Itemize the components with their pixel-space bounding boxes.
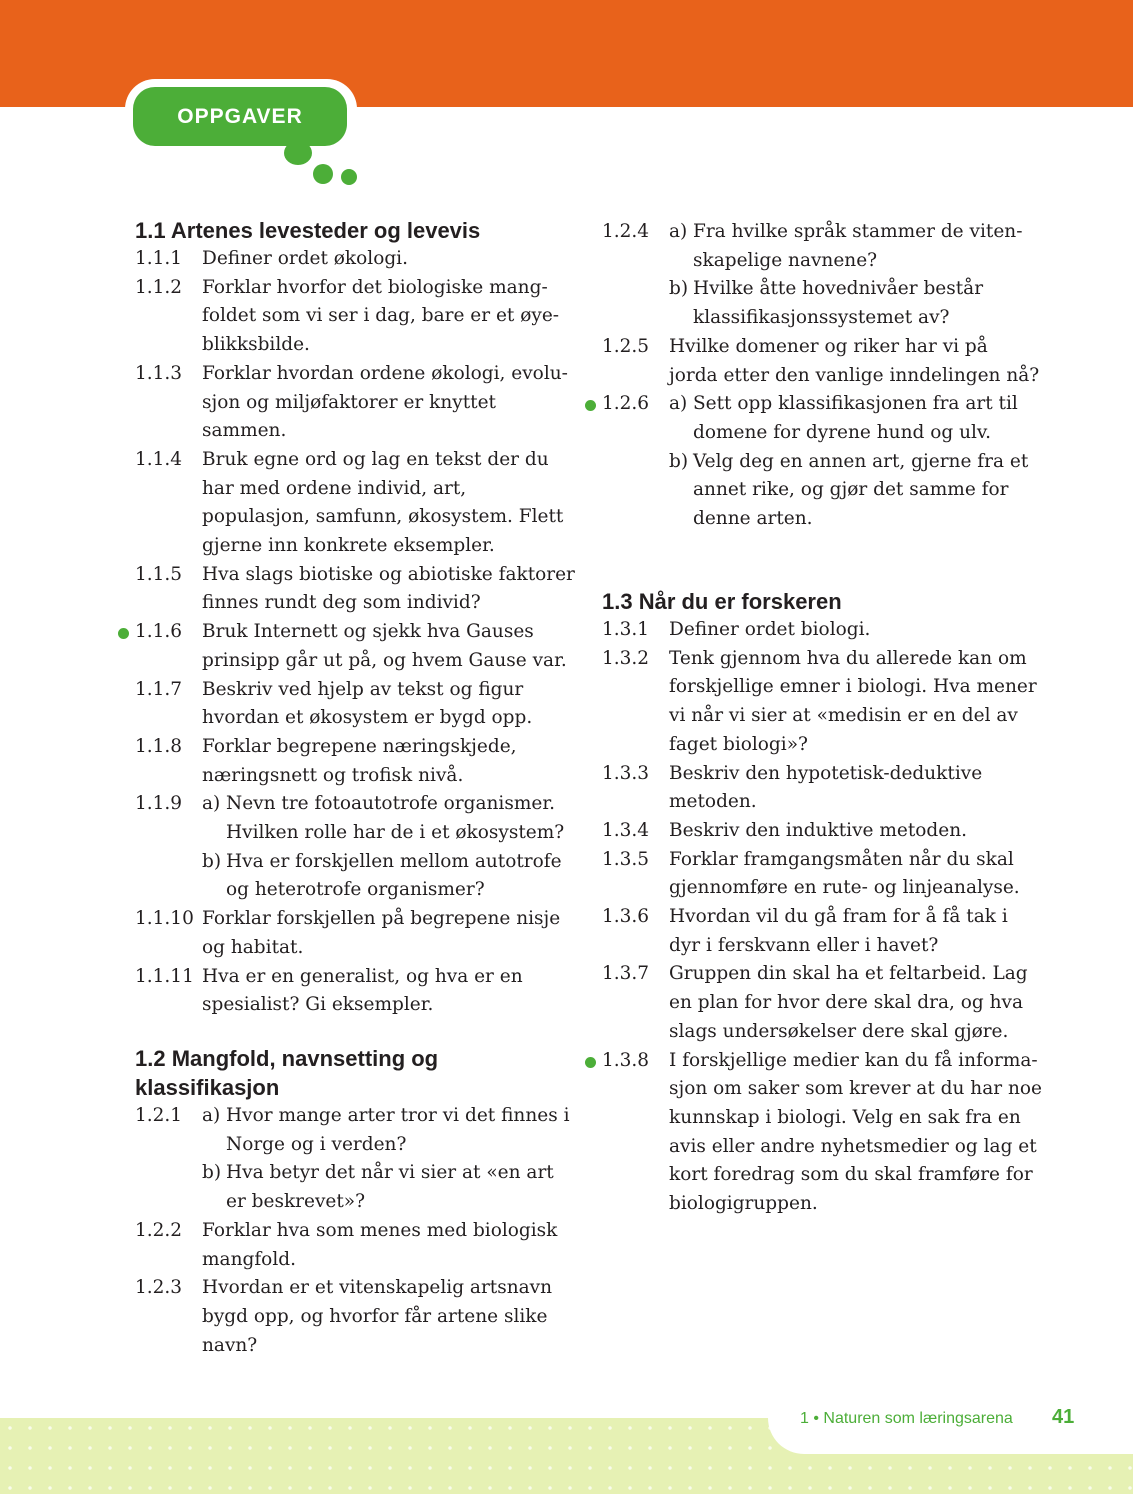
task-number: 1.2.1 xyxy=(135,1105,183,1126)
footer-chapter-title: 1 • Naturen som læringsarena xyxy=(800,1410,1013,1427)
task-1-1-6 xyxy=(135,618,575,675)
task-text: Hvilke domener og riker har vi på jorda etter den vanlige inndelingen nå? xyxy=(669,335,1040,386)
task-1-1-9 xyxy=(135,790,575,905)
subtask-a xyxy=(202,790,575,847)
task-text: Hvordan vil du gå fram for å få tak i dyr i ferskvann eller i havet? xyxy=(669,906,1008,956)
task-number: 1.3.6 xyxy=(602,906,650,928)
section-title: 1.3 Når du er forskeren xyxy=(602,589,842,614)
task-text: Definer ordet økologi. xyxy=(202,248,408,269)
task-text: I forskjellige medier kan du få informasjon om saker som krever at du har noe kunnskap i biologi. Velg en sak fra en avis eller andre nyhetsmedier og lag et kort foredrag som du skal framføre for biologigruppen. xyxy=(669,1049,1042,1215)
section-1-2-continued xyxy=(602,218,1042,534)
task-1-3-6 xyxy=(602,903,1042,960)
subtask-b xyxy=(202,848,575,905)
task-text: Forklar framgangsmåten når du skal gjennomføre en rute- og linjeanalyse. xyxy=(669,848,1020,899)
task-number: 1.3.1 xyxy=(602,619,650,640)
section-title-line-1: 1.2 Mangfold, navnsetting og xyxy=(135,1046,439,1071)
section-title: 1.1 Artenes levesteder og levevis xyxy=(135,218,481,243)
task-number: 1.3.3 xyxy=(602,762,650,784)
task-text: Beskriv ved hjelp av tekst og figur hvordan et økosystem er bygd opp. xyxy=(202,678,533,729)
subtask-a xyxy=(669,390,1042,447)
task-1-2-3 xyxy=(135,1274,575,1360)
task-1-2-4 xyxy=(602,218,1042,333)
subtask-text: Nevn tre fotoautotrofe organismer. Hvilken rolle har de i et økosystem? xyxy=(226,793,565,844)
task-1-2-6 xyxy=(602,390,1042,534)
task-text: Beskriv den hypotetisk-deduktive metoden. xyxy=(669,762,983,813)
subtask-a xyxy=(669,218,1042,275)
task-number: 1.3.4 xyxy=(602,819,650,841)
task-text: Forklar forskjellen på begrepene nisje og habitat. xyxy=(202,908,561,958)
task-number: 1.2.6 xyxy=(602,393,650,415)
subtask-text: Velg deg en annen art, gjerne fra et annet rike, og gjør det samme for denne arten. xyxy=(693,450,1029,530)
subtask-label: a) xyxy=(669,221,688,242)
task-1-3-2 xyxy=(602,645,1042,760)
subtask-b xyxy=(202,1159,575,1216)
section-1-2 xyxy=(135,1044,575,1360)
task-number: 1.3.7 xyxy=(602,963,650,985)
task-text: Definer ordet biologi. xyxy=(669,619,871,640)
task-1-1-7 xyxy=(135,676,575,733)
task-text: Hva er en generalist, og hva er en spesialist? Gi eksempler. xyxy=(202,965,523,1016)
task-1-2-1 xyxy=(135,1102,575,1217)
subtask-label: b) xyxy=(669,450,689,472)
task-number: 1.1.1 xyxy=(135,248,183,269)
task-1-2-2 xyxy=(135,1217,575,1274)
task-number: 1.3.2 xyxy=(602,647,650,669)
subtask-a xyxy=(202,1102,575,1159)
task-text: Forklar hvorfor det biologiske mangfoldet som vi ser i dag, bare er et øyeblikksbilde. xyxy=(202,276,560,356)
subtask-label: a) xyxy=(202,1105,221,1126)
subtask-text: Sett opp klassifikasjonen fra art til domene for dyrene hund og ulv. xyxy=(693,393,1018,443)
task-number: 1.2.3 xyxy=(135,1277,183,1299)
task-number: 1.1.6 xyxy=(135,621,183,643)
task-1-1-10 xyxy=(135,905,575,962)
task-text: Hva slags biotiske og abiotiske faktorer finnes rundt deg som individ? xyxy=(202,563,575,614)
web-task-bullet xyxy=(585,400,596,411)
task-text: Forklar hva som menes med biologisk mangfold. xyxy=(202,1219,558,1270)
subtask-label: a) xyxy=(669,393,688,415)
task-number: 1.3.8 xyxy=(602,1049,650,1071)
oppgaver-badge xyxy=(133,87,347,146)
task-number: 1.1.11 xyxy=(135,965,194,987)
task-number: 1.1.4 xyxy=(135,448,183,470)
subtask-label: b) xyxy=(202,1162,222,1184)
task-1-3-5 xyxy=(602,846,1042,903)
subtask-label: b) xyxy=(202,850,222,872)
task-number: 1.2.4 xyxy=(602,221,650,242)
subtask-b xyxy=(669,448,1042,534)
task-text: Gruppen din skal ha et feltarbeid. Lag en plan for hvor dere skal dra, og hva slags undersøkelser dere skal gjøre. xyxy=(669,963,1028,1042)
task-number: 1.1.5 xyxy=(135,563,183,585)
task-number: 1.1.10 xyxy=(135,908,194,930)
task-number: 1.1.2 xyxy=(135,276,183,298)
thought-dot-large xyxy=(284,141,312,165)
task-1-1-2 xyxy=(135,274,575,360)
task-number: 1.1.7 xyxy=(135,678,183,700)
task-text: Bruk Internett og sjekk hva Gauses prinsipp går ut på, og hvem Gause var. xyxy=(202,621,567,671)
task-1-1-11 xyxy=(135,963,575,1020)
task-text: Forklar begrepene næringskjede, næringsnett og trofisk nivå. xyxy=(202,735,517,786)
task-1-1-8 xyxy=(135,733,575,790)
subtask-label: a) xyxy=(202,793,221,815)
web-task-bullet xyxy=(118,628,129,639)
subtask-b xyxy=(669,275,1042,332)
subtask-text: Hvilke åtte hovednivåer består klassifikasjonssystemet av? xyxy=(693,278,984,329)
subtask-text: Hva betyr det når vi sier at «en art er beskrevet»? xyxy=(226,1162,554,1213)
task-1-3-4 xyxy=(602,817,1042,846)
subtask-text: Hvor mange arter tror vi det finnes i Norge og i verden? xyxy=(226,1105,570,1155)
task-1-3-8 xyxy=(602,1047,1042,1219)
task-number: 1.3.5 xyxy=(602,848,650,870)
web-task-bullet xyxy=(585,1057,596,1068)
task-number: 1.2.5 xyxy=(602,335,650,357)
task-text: Bruk egne ord og lag en tekst der du har med ordene individ, art, populasjon, samfunn, økosystem. Flett gjerne inn konkrete eksempler. xyxy=(202,448,564,557)
task-1-1-3 xyxy=(135,360,575,446)
subtask-text: Fra hvilke språk stammer de vitenskapelige navnene? xyxy=(693,221,1023,271)
task-number: 1.1.9 xyxy=(135,793,183,815)
task-1-3-7 xyxy=(602,960,1042,1046)
task-text: Beskriv den induktive metoden. xyxy=(669,819,968,841)
thought-dot-small xyxy=(341,169,357,185)
task-text: Forklar hvordan ordene økologi, evolusjon og miljøfaktorer er knyttet sammen. xyxy=(202,362,568,442)
thought-dot-medium xyxy=(313,164,333,184)
section-1-3 xyxy=(602,587,1042,1219)
task-1-3-1 xyxy=(602,616,1042,645)
task-1-1-4 xyxy=(135,446,575,561)
badge-label: OPPGAVER xyxy=(177,104,303,128)
page-number: 41 xyxy=(1052,1406,1075,1428)
section-title-line-2: klassifikasjon xyxy=(135,1075,280,1100)
subtask-label: b) xyxy=(669,278,689,300)
task-1-3-3 xyxy=(602,760,1042,817)
section-1-1 xyxy=(135,216,575,1020)
task-1-1-1 xyxy=(135,245,575,274)
task-1-2-5 xyxy=(602,333,1042,390)
task-text: Tenk gjennom hva du allerede kan om forskjellige emner i biologi. Hva mener vi når vi sier at «medisin er en del av faget biologi»? xyxy=(669,647,1037,755)
task-number: 1.2.2 xyxy=(135,1219,183,1241)
task-number: 1.1.8 xyxy=(135,735,183,757)
task-text: Hvordan er et vitenskapelig artsnavn bygd opp, og hvorfor får artene slike navn? xyxy=(202,1277,553,1356)
task-number: 1.1.3 xyxy=(135,362,183,384)
task-1-1-5 xyxy=(135,561,575,618)
subtask-text: Hva er forskjellen mellom autotrofe og heterotrofe organismer? xyxy=(226,850,562,901)
section-title xyxy=(135,1044,575,1102)
